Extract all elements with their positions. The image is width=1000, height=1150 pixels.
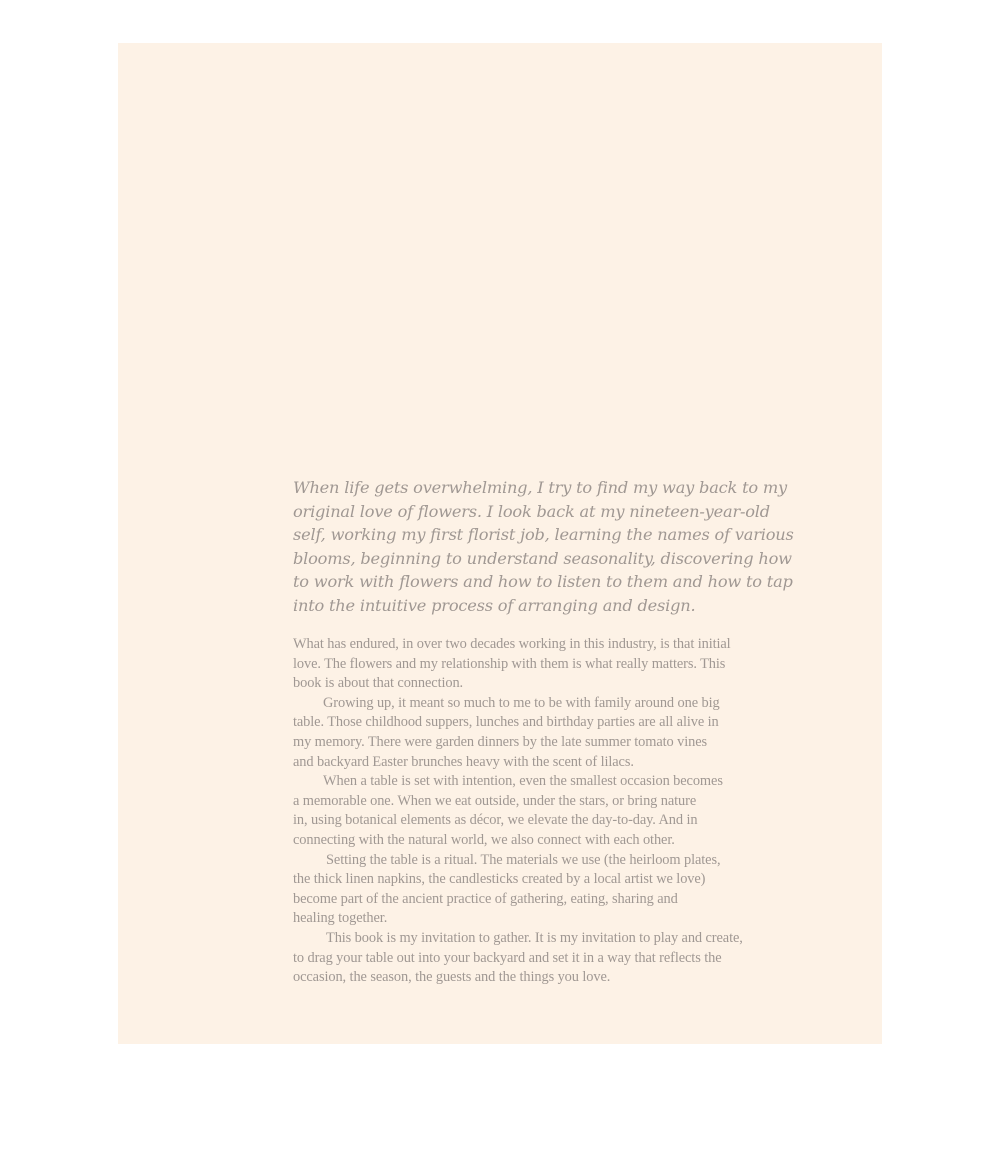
intro-paragraph <box>293 476 828 617</box>
body-line: When a table is set with intention, even the smallest occasion becomes <box>323 773 723 790</box>
intro-line: to work with flowers and how to listen to them and how to tap <box>293 572 793 591</box>
body-line: to drag your table out into your backyard and set it in a way that reflects the <box>293 949 722 966</box>
intro-line: original love of flowers. I look back at my nineteen-year-old <box>293 501 770 521</box>
body-line: occasion, the season, the guests and the things you love. <box>293 969 611 986</box>
body-line: connecting with the natural world, we also connect with each other. <box>293 831 675 848</box>
body-line: This book is my invitation to gather. It is my invitation to play and create, <box>326 929 743 946</box>
body-line: in, using botanical elements as décor, we elevate the day-to-day. And in <box>293 812 698 829</box>
body-line: a memorable one. When we eat outside, under the stars, or bring nature <box>293 792 697 809</box>
body-line: healing together. <box>293 910 388 927</box>
intro-line: When life gets overwhelming, I try to find my way back to my <box>293 478 787 497</box>
body-line: What has endured, in over two decades working in this industry, is that initial <box>293 636 731 652</box>
body-line: and backyard Easter brunches heavy with the scent of lilacs. <box>293 753 634 770</box>
intro-line: into the intuitive process of arranging and design. <box>293 595 696 615</box>
body-line: Setting the table is a ritual. The materials we use (the heirloom plates, <box>326 851 721 868</box>
body-line: table. Those childhood suppers, lunches and birthday parties are all alive in <box>293 714 719 731</box>
body-line: love. The flowers and my relationship with them is what really matters. This <box>293 655 726 672</box>
book-page <box>118 43 882 1044</box>
body-text <box>293 635 828 988</box>
body-line: my memory. There were garden dinners by the late summer tomato vines <box>293 733 707 750</box>
body-line: Growing up, it meant so much to me to be with family around one big <box>323 694 720 711</box>
body-line: book is about that connection. <box>293 675 464 692</box>
intro-line: self, working my first florist job, learning the names of various <box>293 525 794 544</box>
body-line: become part of the ancient practice of gathering, eating, sharing and <box>293 890 678 907</box>
intro-line: blooms, beginning to understand seasonality, discovering how <box>293 548 792 568</box>
page-content <box>293 476 828 988</box>
body-line: the thick linen napkins, the candlesticks created by a local artist we love) <box>293 871 706 888</box>
